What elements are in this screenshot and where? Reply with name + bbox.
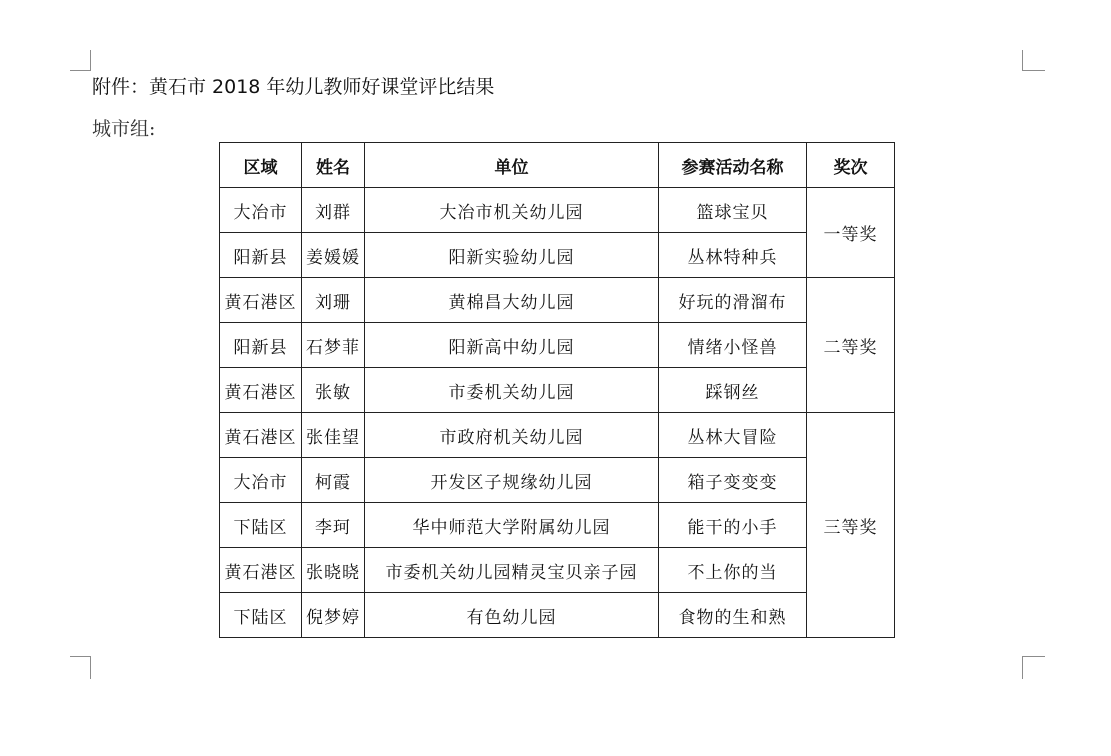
cell-region: 阳新县 xyxy=(220,233,302,278)
cell-name: 张佳望 xyxy=(302,413,365,458)
cell-name: 张敏 xyxy=(302,368,365,413)
header-activity: 参赛活动名称 xyxy=(659,143,807,188)
cell-unit: 黄棉昌大幼儿园 xyxy=(365,278,659,323)
header-award: 奖次 xyxy=(807,143,895,188)
cell-activity: 箱子变变变 xyxy=(659,458,807,503)
cell-unit: 大冶市机关幼儿园 xyxy=(365,188,659,233)
cell-region: 阳新县 xyxy=(220,323,302,368)
cell-name: 张晓晓 xyxy=(302,548,365,593)
cell-activity: 篮球宝贝 xyxy=(659,188,807,233)
cell-region: 黄石港区 xyxy=(220,413,302,458)
cell-activity: 能干的小手 xyxy=(659,503,807,548)
header-name: 姓名 xyxy=(302,143,365,188)
cell-unit: 开发区子规缘幼儿园 xyxy=(365,458,659,503)
table-row xyxy=(220,413,895,458)
cell-region: 大冶市 xyxy=(220,188,302,233)
cell-activity: 好玩的滑溜布 xyxy=(659,278,807,323)
cell-activity: 踩钢丝 xyxy=(659,368,807,413)
cell-name: 柯霞 xyxy=(302,458,365,503)
table-row xyxy=(220,548,895,593)
crop-mark-top-left xyxy=(70,50,91,71)
table-row xyxy=(220,368,895,413)
cell-unit: 阳新实验幼儿园 xyxy=(365,233,659,278)
cell-region: 黄石港区 xyxy=(220,548,302,593)
cell-activity: 丛林大冒险 xyxy=(659,413,807,458)
table-row xyxy=(220,593,895,638)
cell-name: 石梦菲 xyxy=(302,323,365,368)
cell-unit: 市委机关幼儿园 xyxy=(365,368,659,413)
table-row xyxy=(220,503,895,548)
table-row xyxy=(220,323,895,368)
table-row xyxy=(220,188,895,233)
table-row xyxy=(220,233,895,278)
cell-region: 下陆区 xyxy=(220,503,302,548)
cell-award-first: 一等奖 xyxy=(807,188,895,278)
cell-region: 黄石港区 xyxy=(220,278,302,323)
cell-unit: 阳新高中幼儿园 xyxy=(365,323,659,368)
group-label: 城市组: xyxy=(92,118,156,140)
cell-unit: 市政府机关幼儿园 xyxy=(365,413,659,458)
cell-unit: 有色幼儿园 xyxy=(365,593,659,638)
cell-name: 刘群 xyxy=(302,188,365,233)
cell-name: 刘珊 xyxy=(302,278,365,323)
table-header-row xyxy=(220,143,895,188)
crop-mark-bottom-left xyxy=(70,656,91,679)
cell-award-second: 二等奖 xyxy=(807,278,895,413)
header-region: 区域 xyxy=(220,143,302,188)
cell-region: 黄石港区 xyxy=(220,368,302,413)
cell-activity: 情绪小怪兽 xyxy=(659,323,807,368)
cell-name: 姜媛媛 xyxy=(302,233,365,278)
results-table xyxy=(219,142,895,638)
document-title: 附件：黄石市 2018 年幼儿教师好课堂评比结果 xyxy=(92,76,495,98)
cell-name: 李珂 xyxy=(302,503,365,548)
cell-region: 大冶市 xyxy=(220,458,302,503)
crop-mark-bottom-right xyxy=(1022,656,1045,679)
cell-unit: 华中师范大学附属幼儿园 xyxy=(365,503,659,548)
cell-activity: 丛林特种兵 xyxy=(659,233,807,278)
header-unit: 单位 xyxy=(365,143,659,188)
cell-region: 下陆区 xyxy=(220,593,302,638)
table-row xyxy=(220,278,895,323)
cell-name: 倪梦婷 xyxy=(302,593,365,638)
cell-activity: 食物的生和熟 xyxy=(659,593,807,638)
cell-award-third: 三等奖 xyxy=(807,413,895,638)
crop-mark-top-right xyxy=(1022,50,1045,71)
cell-unit: 市委机关幼儿园精灵宝贝亲子园 xyxy=(365,548,659,593)
table-row xyxy=(220,458,895,503)
cell-activity: 不上你的当 xyxy=(659,548,807,593)
